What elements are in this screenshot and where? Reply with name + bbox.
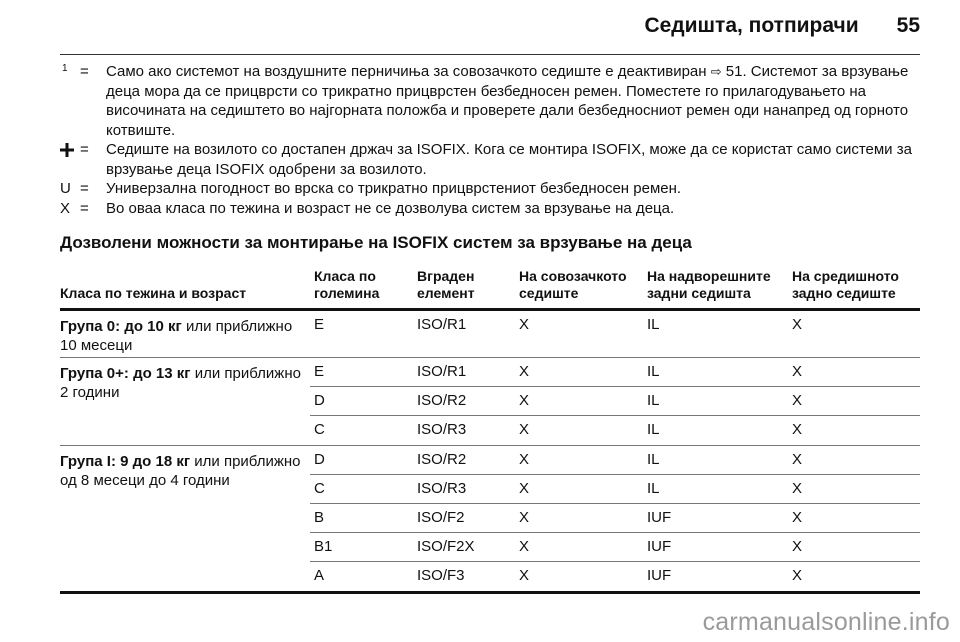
table-cell: X xyxy=(519,421,530,438)
header-rule xyxy=(60,54,920,55)
page-reference-arrow-icon: ⇨ xyxy=(710,64,722,79)
table-cell: ISO/R1 xyxy=(417,316,467,333)
table-row xyxy=(60,387,920,416)
table-cell: X xyxy=(519,451,530,468)
table-cell: X xyxy=(519,567,530,584)
footnote-equals: = xyxy=(80,63,89,80)
column-header: Класа по тежина и возраст xyxy=(60,285,247,301)
footnote-text: Во оваа класа по тежина и возраст не се дозволува систем за врзување на деца. xyxy=(106,199,675,217)
table-row xyxy=(60,475,920,504)
table-row xyxy=(60,533,920,562)
table-cell: IL xyxy=(647,316,660,333)
weight-group xyxy=(60,358,920,445)
weight-group xyxy=(60,311,920,357)
table-cell: ISO/F2X xyxy=(417,538,475,555)
table-cell: D xyxy=(314,451,325,468)
footnote-text-part: 51. Системот за врзување деца мора да се прицврсти со трикратно прицврстен безбедносен ремен. Поместете го прилагодувањето на височината на седиштето во најгорната положба и проверете дали безбедносниот ремен оди нанапред од горното котвиште. xyxy=(106,63,909,139)
table-cell: X xyxy=(792,480,803,497)
table-cell: X xyxy=(792,392,803,409)
cross-plus-icon xyxy=(60,140,80,163)
table-cell: IL xyxy=(647,480,660,497)
footnote-key: U xyxy=(60,180,71,197)
table-body xyxy=(60,311,920,594)
table-cell: IL xyxy=(647,451,660,468)
table-cell: X xyxy=(519,392,530,409)
footnote-text: Седиште на возилото со достапен држач за ISOFIX. Кога се монтира ISOFIX, може да се користат само системи за врзување деца ISOFIX одобрени за возилото. xyxy=(106,141,912,178)
table-cell: IUF xyxy=(647,538,672,555)
table-row xyxy=(60,358,920,387)
footnote-1 xyxy=(60,62,920,140)
table-cell: X xyxy=(792,509,803,526)
footnote-text: Универзална погодност во врска со трикратно прицврстениот безбедносен ремен. xyxy=(106,180,682,197)
watermark: carmanualsonline.info xyxy=(702,608,950,636)
footnote-x xyxy=(60,199,920,219)
footnotes xyxy=(60,62,920,218)
weight-group xyxy=(60,446,920,591)
table-row xyxy=(60,562,920,591)
table-cell: A xyxy=(314,567,325,584)
table-cell: X xyxy=(519,538,530,555)
table-cell: B1 xyxy=(314,538,333,555)
footnote-equals: = xyxy=(80,199,89,217)
table-cell: X xyxy=(792,538,803,555)
table-row xyxy=(60,504,920,533)
table-cell: ISO/R3 xyxy=(417,480,467,497)
table-cell: E xyxy=(314,316,325,333)
column-header: Класа по големина xyxy=(314,268,380,301)
table-cell: X xyxy=(519,316,530,333)
table-cell: IL xyxy=(647,363,660,380)
footnote-equals: = xyxy=(80,180,89,197)
table-cell: IL xyxy=(647,392,660,409)
column-header: На средишното задно седиште xyxy=(792,268,899,301)
footnote-key: 1 xyxy=(62,63,68,74)
group-label-age: или приближно од 8 месеци до 4 години xyxy=(60,453,301,489)
footnote-text xyxy=(106,62,920,140)
table-cell: IUF xyxy=(647,567,672,584)
table-bottom-rule xyxy=(60,591,920,594)
table-row xyxy=(60,416,920,445)
table-cell: ISO/R2 xyxy=(417,451,467,468)
group-label-age: или приближно 2 години xyxy=(60,365,301,401)
group-label-age: или приближно 10 месеци xyxy=(60,318,293,354)
table-cell: C xyxy=(314,421,325,438)
page-number: 55 xyxy=(896,14,920,37)
page-title: Седишта, потпирачи xyxy=(644,14,859,37)
table-cell: ISO/F3 xyxy=(417,567,465,584)
table-cell: ISO/R1 xyxy=(417,363,467,380)
table-cell: D xyxy=(314,392,325,409)
table-cell: X xyxy=(519,480,530,497)
footnote-u xyxy=(60,179,920,199)
section-title: Дозволени можности за монтирање на ISOFIX систем за врзување на деца xyxy=(60,233,692,252)
column-header: На совозачкото седиште xyxy=(519,268,627,301)
table-row xyxy=(60,311,920,357)
table-cell: X xyxy=(792,567,803,584)
table-cell: ISO/R2 xyxy=(417,392,467,409)
table-cell: B xyxy=(314,509,325,526)
table-header xyxy=(60,262,920,302)
table-cell: IL xyxy=(647,421,660,438)
table-cell: X xyxy=(519,363,530,380)
table-cell: X xyxy=(792,316,803,333)
table-cell: X xyxy=(792,451,803,468)
table-cell: X xyxy=(792,363,803,380)
table-cell: ISO/R3 xyxy=(417,421,467,438)
table-cell: X xyxy=(519,509,530,526)
footnote-plus xyxy=(60,140,920,179)
page-header xyxy=(644,14,920,38)
footnote-key: X xyxy=(60,199,71,217)
table-cell: C xyxy=(314,480,325,497)
group-label-weight: Група 0: до 10 кг xyxy=(60,318,182,335)
column-header: На надворешните задни седишта xyxy=(647,268,771,301)
isofix-table xyxy=(60,262,920,594)
group-label-weight: Група 0+: до 13 кг xyxy=(60,365,191,382)
table-row xyxy=(60,446,920,475)
footnote-text-part: Само ако системот на воздушните перничиња за совозачкото седиште е деактивиран xyxy=(106,63,711,80)
group-label-weight: Група I: 9 до 18 кг xyxy=(60,453,191,470)
table-cell: E xyxy=(314,363,325,380)
footnote-equals: = xyxy=(80,141,89,158)
table-cell: IUF xyxy=(647,509,672,526)
column-header: Вграден елемент xyxy=(417,268,475,301)
table-cell: ISO/F2 xyxy=(417,509,465,526)
table-cell: X xyxy=(792,421,803,438)
